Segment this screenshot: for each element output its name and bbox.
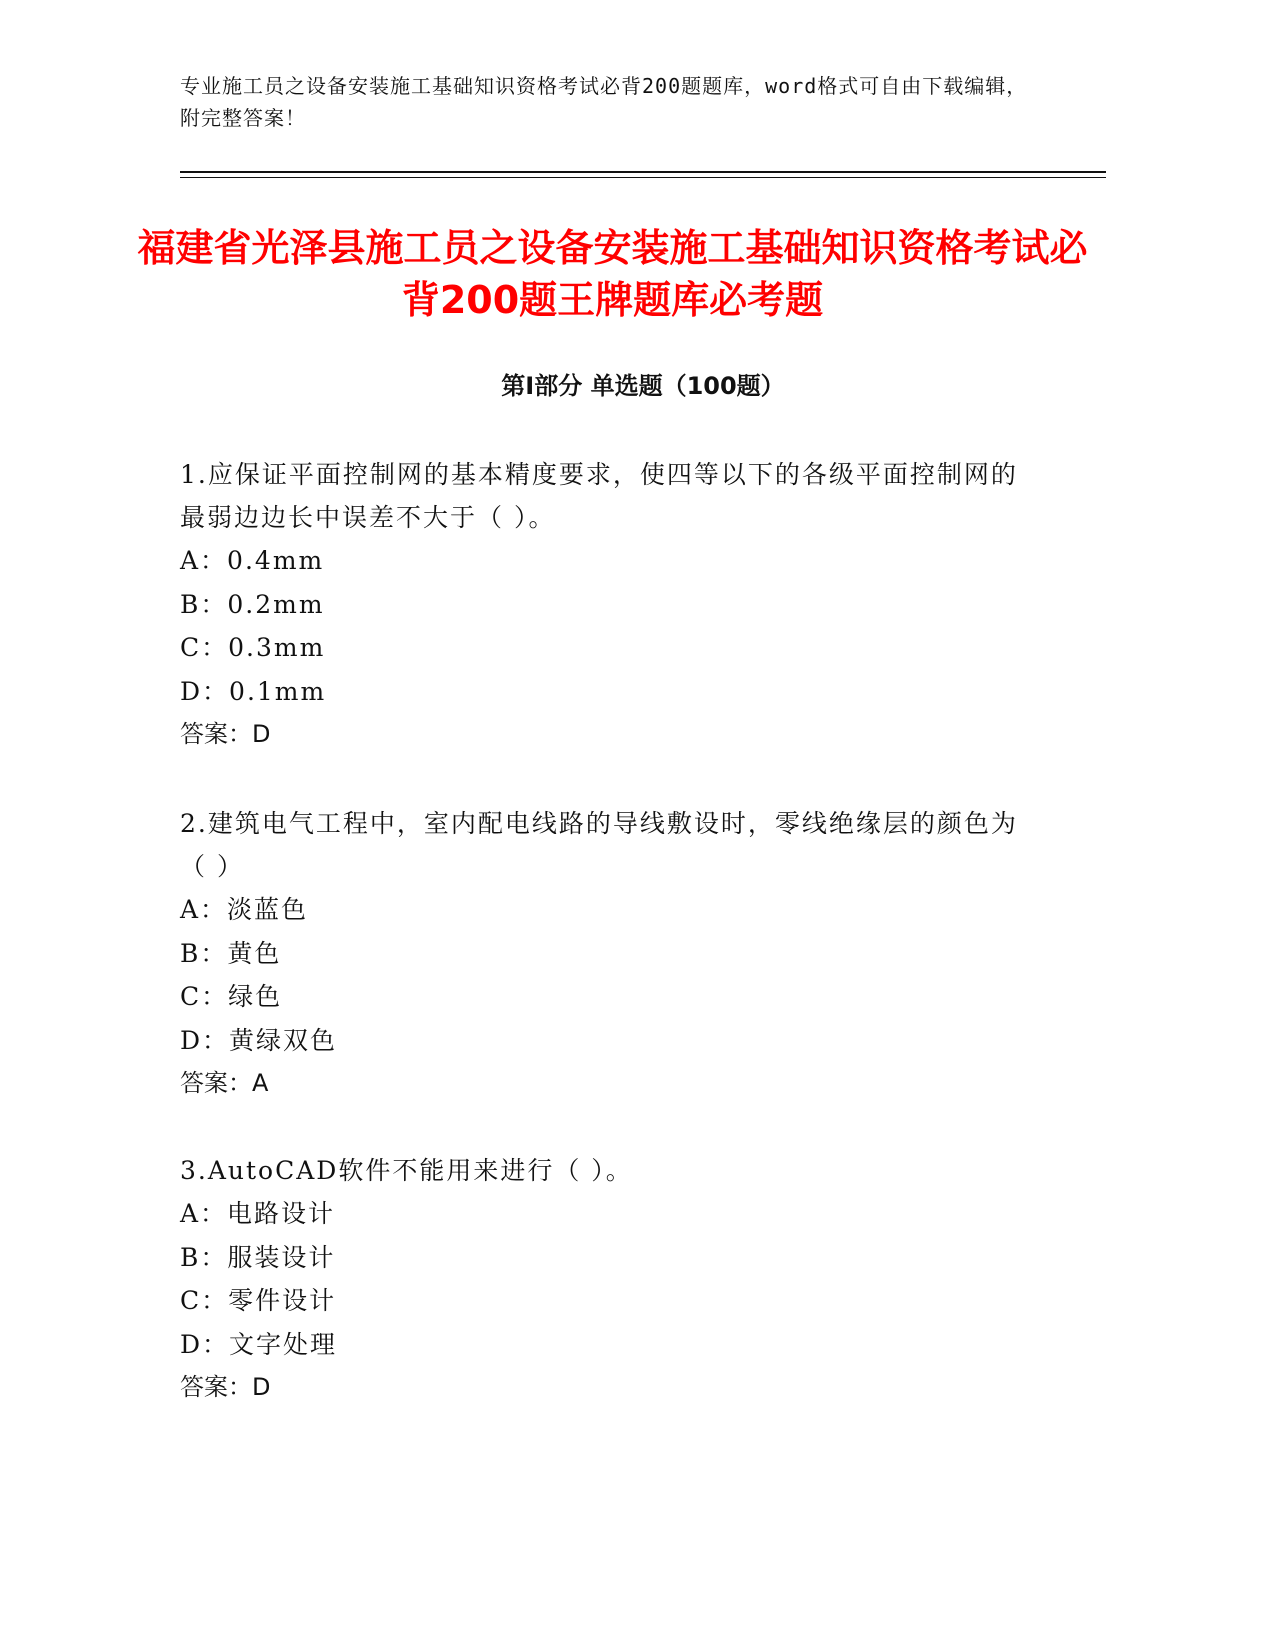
document-title: 福建省光泽县施工员之设备安装施工基础知识资格考试必背200题王牌题库必考题 [137, 226, 1088, 322]
answer: 答案：D [180, 720, 271, 748]
header-note: 专业施工员之设备安装施工基础知识资格考试必背200题题库，word格式可自由下载编辑，附完整答案！ [180, 74, 1028, 130]
section-title: 第I部分 单选题（100题） [501, 372, 785, 400]
option-c: C：零件设计 [180, 1286, 337, 1315]
question-stem: 2.建筑电气工程中，室内配电线路的导线敷设时，零线绝缘层的颜色为（ ） [180, 809, 1018, 881]
question-stem: 1.应保证平面控制网的基本精度要求，使四等以下的各级平面控制网的最弱边边长中误差不大于（ ）。 [180, 460, 1018, 532]
header-divider-thin [180, 177, 1106, 178]
header-divider-thick [180, 171, 1106, 173]
option-c: C：0.3mm [180, 633, 326, 662]
answer: 答案：A [180, 1069, 269, 1097]
option-b: B：黄色 [180, 938, 282, 968]
option-d: D：黄绿双色 [180, 1025, 338, 1055]
question-2 [180, 802, 1040, 1106]
option-d: D：文字处理 [180, 1329, 338, 1359]
option-a: A：淡蓝色 [180, 895, 309, 924]
option-d: D：0.1mm [180, 676, 327, 706]
option-a: A：电路设计 [180, 1199, 336, 1228]
answer: 答案：D [180, 1373, 271, 1401]
question-1 [180, 453, 1040, 757]
option-b: B：0.2mm [180, 589, 325, 619]
option-b: B：服装设计 [180, 1242, 336, 1272]
question-stem: 3.AutoCAD软件不能用来进行（ ）。 [180, 1156, 633, 1185]
option-a: A：0.4mm [180, 546, 325, 575]
question-3 [180, 1149, 1040, 1410]
option-c: C：绿色 [180, 982, 283, 1011]
